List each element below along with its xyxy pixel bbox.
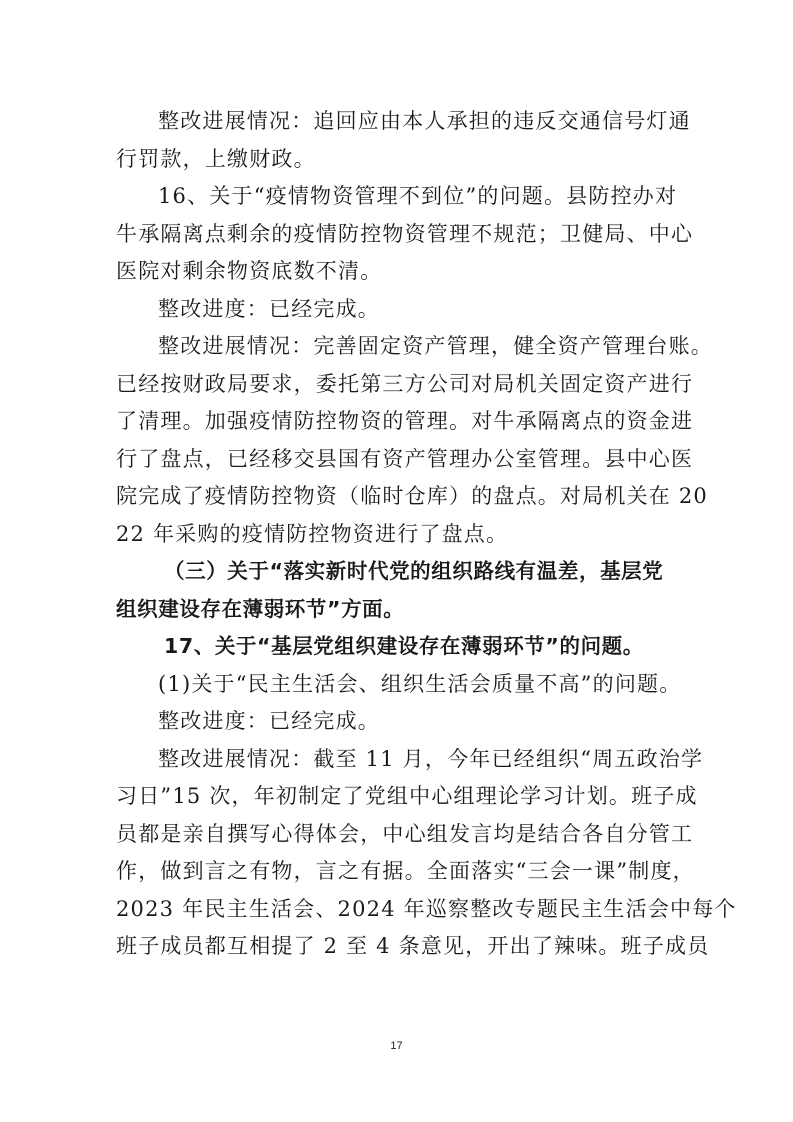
heading-line: 17、关于“基层党组织建设存在薄弱环节”的问题。 — [164, 634, 644, 658]
text-line: 整改进展情况：追回应由本人承担的违反交通信号灯通 — [158, 109, 691, 133]
text-line: 医院对剩余物资底数不清。 — [116, 259, 383, 283]
text-line: 员都是亲自撰写心得体会，中心组发言均是结合各自分管工 — [116, 821, 694, 846]
text-line: 16、关于“疫情物资管理不到位”的问题。县防控办对 — [158, 184, 678, 208]
heading-line: （三）关于“落实新时代党的组织路线有温差，基层党 — [164, 559, 664, 583]
page-number: 17 — [390, 1040, 403, 1052]
text-line: 习日”15 次，年初制定了党组中心组理论学习计划。班子成 — [116, 784, 698, 808]
text-line: 作，做到言之有物，言之有据。全面落实“三会一课”制度， — [116, 859, 695, 883]
heading-line: 组织建设存在薄弱环节”方面。 — [116, 596, 405, 621]
text-line: 整改进度：已经完成。 — [158, 296, 380, 321]
text-line: 已经按财政局要求，委托第三方公司对局机关固定资产进行 — [116, 371, 694, 396]
text-line: 2023 年民主生活会、2024 年巡察整改专题民主生活会中每个 — [116, 896, 737, 921]
text-line: 整改进展情况：完善固定资产管理，健全资产管理台账。 — [158, 334, 713, 358]
text-line: 牛承隔离点剩余的疫情防控物资管理不规范；卫健局、中心 — [116, 221, 694, 246]
text-line: 22 年采购的疫情防控物资进行了盘点。 — [116, 521, 509, 546]
text-line: 院完成了疫情防控物资（临时仓库）的盘点。对局机关在 20 — [116, 484, 708, 508]
text-line: 行罚款，上缴财政。 — [116, 146, 316, 171]
text-line: 了清理。加强疫情防控物资的管理。对牛承隔离点的资金进 — [116, 409, 694, 433]
text-line: 整改进度：已经完成。 — [158, 709, 380, 733]
text-line: 整改进展情况：截至 11 月，今年已经组织“周五政治学 — [158, 746, 704, 771]
document-body — [116, 103, 737, 966]
text-line: 班子成员都互相提了 2 至 4 条意见，开出了辣味。班子成员 — [116, 934, 710, 958]
text-line: (1)关于“民主生活会、组织生活会质量不高”的问题。 — [158, 671, 682, 696]
text-line: 行了盘点，已经移交县国有资产管理办公室管理。县中心医 — [116, 446, 694, 471]
